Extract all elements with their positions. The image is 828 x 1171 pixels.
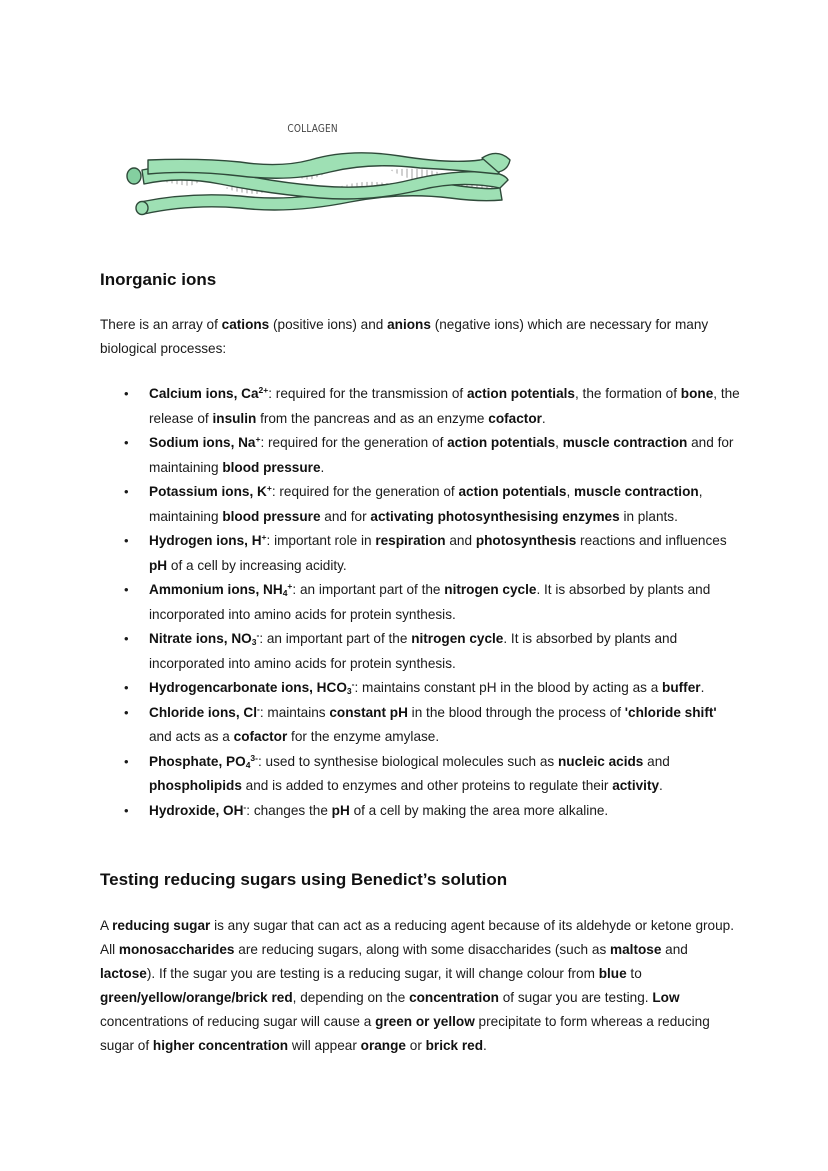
bold-term: buffer — [662, 680, 701, 695]
bold-term: cofactor — [488, 410, 542, 426]
text-run: : required for the transmission of — [268, 386, 467, 401]
ion-charge: - — [351, 679, 355, 689]
ion-subscript: 4 — [245, 759, 251, 770]
bold-term: reducing sugar — [112, 918, 211, 933]
text-run: . It is absorbed by plants and incorporated into amino acids for protein synthesis. — [149, 631, 678, 671]
ion-subscript: 3 — [251, 637, 257, 647]
text-run: and — [445, 533, 476, 548]
text-run: . — [700, 680, 705, 695]
text-run: : changes the — [246, 802, 332, 818]
bold-term: phospholipids — [149, 778, 242, 793]
text-run: . — [541, 410, 546, 426]
bold-term: bone — [680, 386, 714, 401]
bold-term: brick red — [425, 1038, 484, 1053]
ion-list-item — [100, 480, 740, 529]
ion-charge: + — [287, 581, 293, 591]
bold-term: pH — [331, 802, 350, 818]
text-run: : maintains constant pH in the blood by acting as a — [354, 680, 663, 695]
ion-list-item — [100, 701, 740, 750]
text-run: (negative ions) which are necessary for many biological processes: — [100, 317, 709, 356]
ion-subscript: 4 — [282, 588, 288, 598]
text-run: . — [320, 459, 325, 475]
ion-name-text: Potassium ions, K — [149, 484, 267, 499]
figure-title: COLLAGEN — [287, 122, 338, 135]
text-run: : required for the generation of — [271, 484, 459, 499]
text-run: and — [643, 753, 670, 769]
bold-term: nitrogen cycle — [444, 582, 537, 597]
intro-paragraph — [100, 313, 740, 361]
ion-charge: + — [261, 532, 267, 542]
ion-name-text: Calcium ions, Ca — [149, 386, 259, 401]
ion-charge: + — [266, 483, 272, 493]
section-heading-inorganic-ions: Inorganic ions — [100, 270, 217, 289]
bold-term: green/yellow/orange/brick red — [100, 990, 293, 1005]
bold-term: action potentials — [447, 435, 556, 450]
bold-term: muscle contraction — [562, 435, 688, 450]
text-run: : required for the generation of — [260, 435, 448, 450]
ion-charge: - — [257, 703, 260, 714]
text-run: reactions and influences — [576, 533, 727, 548]
text-run: are reducing sugars, along with some disaccharides (such as — [234, 942, 611, 957]
bold-term: action potentials — [466, 386, 575, 401]
text-run: A — [100, 918, 113, 933]
ion-subscript: 3 — [346, 686, 352, 696]
ion-name — [149, 435, 260, 450]
text-run: : an important part of the — [259, 631, 412, 646]
bold-term: constant pH — [329, 704, 408, 720]
bold-term: concentration — [409, 990, 499, 1005]
ion-charge: + — [255, 434, 261, 444]
text-run: is any sugar that can act as a reducing agent because of its aldehyde or ketone group. All — [100, 918, 734, 957]
bullet-icon: • — [124, 533, 129, 548]
ion-name-text: Sodium ions, Na — [149, 435, 256, 450]
bold-term: insulin — [212, 410, 257, 426]
ion-list-item — [100, 799, 740, 824]
bold-term: blood pressure — [222, 508, 321, 524]
bold-term: higher concentration — [152, 1038, 289, 1053]
bold-term: anions — [387, 317, 431, 332]
ion-name — [149, 484, 272, 499]
ion-list-item — [100, 529, 740, 578]
text-run: precipitate to form whereas a reducing sugar of — [100, 1014, 710, 1053]
ion-list — [100, 382, 740, 823]
ion-name-text: Hydroxide, OH — [149, 802, 244, 818]
text-run: will appear — [288, 1038, 361, 1053]
ion-list-item — [100, 578, 740, 627]
ion-list-item — [100, 431, 740, 480]
ion-name — [149, 582, 292, 597]
text-run: . — [659, 778, 663, 793]
bold-term: monosaccharides — [118, 942, 235, 957]
ion-list-item — [100, 750, 740, 799]
bullet-icon: • — [124, 386, 129, 401]
bullet-icon: • — [124, 753, 129, 769]
text-run: , maintaining — [149, 484, 703, 524]
text-run: of sugar you are testing. — [498, 990, 653, 1005]
ion-name — [149, 533, 267, 548]
bold-term: Low — [652, 990, 680, 1005]
bullet-icon: • — [124, 582, 129, 597]
bold-term: lactose — [100, 966, 147, 981]
ion-charge: 2+ — [258, 385, 269, 395]
text-run: from the pancreas and as an enzyme — [256, 410, 489, 426]
text-run: , the release of — [149, 386, 740, 426]
text-run: , — [566, 484, 575, 499]
ion-name — [149, 680, 354, 695]
bullet-icon: • — [124, 484, 129, 499]
ion-name — [149, 754, 258, 769]
bold-term: cations — [221, 317, 270, 332]
ion-list-item — [100, 627, 740, 676]
text-run: and for maintaining — [149, 435, 734, 475]
bold-term: pH — [149, 557, 168, 573]
bullet-icon: • — [124, 680, 129, 695]
ion-name-text: Chloride ions, Cl — [149, 704, 257, 720]
text-run: in plants. — [619, 508, 678, 524]
ion-charge: - — [256, 630, 260, 640]
text-run: There is an array of — [100, 317, 222, 332]
ion-name — [149, 631, 259, 646]
bold-term: green or yellow — [375, 1014, 475, 1029]
text-run: : an important part of the — [292, 582, 445, 597]
text-run: : important role in — [266, 533, 376, 548]
ion-name-text: Hydrogencarbonate ions, HCO — [149, 680, 347, 695]
bullet-icon: • — [124, 802, 129, 818]
text-run: and for — [320, 508, 371, 524]
bold-term: blue — [598, 966, 627, 981]
bold-term: action potentials — [458, 484, 567, 499]
ion-charge: - — [243, 801, 247, 812]
text-run: or — [405, 1038, 426, 1053]
bold-term: blood pressure — [222, 459, 321, 475]
text-run: for the enzyme amylase. — [287, 729, 440, 744]
bold-term: muscle contraction — [574, 484, 699, 499]
bold-term: nucleic acids — [557, 753, 644, 769]
text-run: and — [661, 942, 688, 957]
ion-list-item — [100, 382, 740, 431]
bold-term: activity — [612, 778, 660, 793]
text-run: to — [626, 966, 642, 981]
bold-term: cofactor — [233, 729, 288, 744]
text-run: of a cell by making the area more alkaline. — [349, 802, 609, 818]
ion-name-text: Phosphate, PO — [149, 753, 246, 769]
bold-term: maltose — [610, 942, 662, 957]
ion-name — [149, 803, 246, 818]
text-run: : maintains — [259, 704, 330, 720]
bold-term: orange — [360, 1038, 406, 1053]
bold-term: photosynthesis — [475, 533, 577, 548]
ion-charge: 3- — [250, 752, 258, 763]
bold-term: 'chloride shift' — [624, 704, 717, 720]
text-run: . It is absorbed by plants and incorporated into amino acids for protein synthesis. — [149, 582, 711, 622]
ion-name — [149, 386, 268, 401]
text-run: : used to synthesise biological molecules such as — [257, 753, 558, 769]
text-run: and acts as a — [149, 729, 234, 744]
bold-term: respiration — [375, 533, 446, 548]
text-run: in the blood through the process of — [407, 704, 625, 720]
ion-name-text: Ammonium ions, NH — [149, 582, 283, 597]
ion-name — [149, 705, 260, 720]
text-run: ). If the sugar you are testing is a reducing sugar, it will change colour from — [146, 966, 599, 981]
text-run: and is added to enzymes and other proteins to regulate their — [241, 778, 613, 793]
text-run: , — [555, 435, 563, 450]
text-run: . — [483, 1038, 487, 1053]
ion-name-text: Hydrogen ions, H — [149, 533, 262, 548]
bullet-icon: • — [124, 704, 129, 720]
bullet-icon: • — [124, 435, 129, 450]
text-run: (positive ions) and — [269, 317, 388, 332]
collagen-figure — [120, 118, 520, 223]
bold-term: activating photosynthesising enzymes — [370, 508, 620, 524]
reducing-sugar-paragraph — [100, 914, 740, 1058]
text-run: , the formation of — [574, 386, 681, 401]
collagen-triple-helix-illustration — [120, 140, 520, 220]
text-run: concentrations of reducing sugar will cause a — [100, 1014, 376, 1029]
text-run: , depending on the — [292, 990, 410, 1005]
section-heading-reducing-sugars: Testing reducing sugars using Benedict’s solution — [100, 870, 508, 889]
ion-list-item — [100, 676, 740, 701]
ion-name-text: Nitrate ions, NO — [149, 631, 252, 646]
bold-term: nitrogen cycle — [411, 631, 504, 646]
text-run: of a cell by increasing acidity. — [167, 557, 347, 573]
bullet-icon: • — [124, 631, 129, 646]
